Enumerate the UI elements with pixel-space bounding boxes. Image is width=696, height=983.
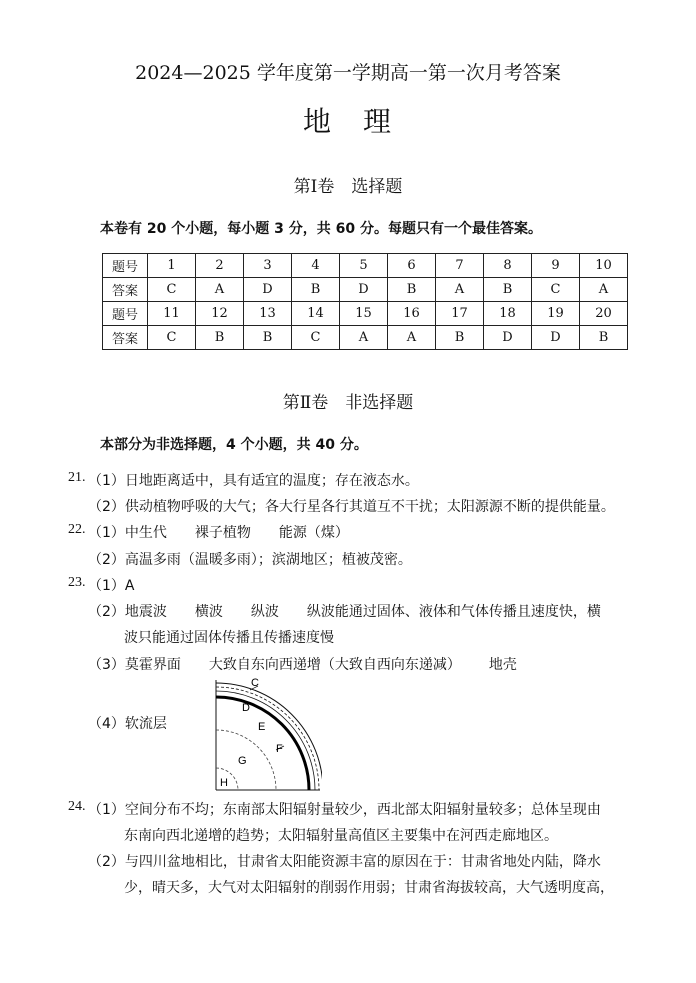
row-label-question: 题号 [103,254,148,278]
answer-24-1-line2: 东南向西北递增的趋势；太阳辐射量高值区主要集中在河西走廊地区。 [124,828,558,844]
answer-table [102,253,628,350]
question-number: 5 [340,254,388,278]
answer-cell: B [580,326,628,350]
answer-23-2 [88,601,601,621]
answer-23-3 [88,654,517,674]
answer-23-2-d: 纵波能通过固体、液体和气体传播且速度快，横 [306,604,601,620]
answer-24-2-line2: 少，晴天多，大气对太阳辐射的削弱作用弱；甘肃省海拔较高，大气透明度高， [124,880,614,896]
question-number: 7 [436,254,484,278]
answer-cell: C [292,326,340,350]
diagram-label-f: F [276,743,283,755]
answer-21-2: （2）供动植物呼吸的大气；各大行星各行其道互不干扰；太阳源源不断的提供能量。 [88,499,615,515]
question-number: 4 [292,254,340,278]
answer-23-1: （1）A [88,578,135,594]
answer-cell: C [532,278,580,302]
answer-cell: A [388,326,436,350]
part2-heading: 第Ⅱ卷 非选择题 [282,393,414,413]
question-number-23: 23. [68,575,86,590]
diagram-label-c: C [251,678,259,689]
part1-note: 本卷有 20 个小题，每小题 3 分，共 60 分。每题只有一个最佳答案。 [100,221,542,237]
answer-cell: B [388,278,436,302]
question-number: 1 [148,254,196,278]
answer-23-3-b: 大致自东向西递增（大致自西向东递减） [208,657,461,673]
answer-cell: D [484,326,532,350]
part2-note: 本部分为非选择题，4 个小题，共 40 分。 [100,437,368,453]
answer-23-3-a: （3）莫霍界面 [88,657,181,673]
answer-21-1: （1）日地距离适中，具有适宜的温度；存在液态水。 [88,473,419,489]
answer-23-2-b: 横波 [194,604,223,620]
question-number-24: 24. [68,799,86,814]
question-number: 16 [388,302,436,326]
diagram-label-h: H [220,777,228,789]
row-label-answer: 答案 [103,326,148,350]
answer-22-1-c: 能源（煤） [278,525,349,541]
question-number: 19 [532,302,580,326]
answer-23-4: （4）软流层 [88,716,167,732]
question-number: 14 [292,302,340,326]
diagram-label-g: G [238,755,247,767]
question-number: 15 [340,302,388,326]
answer-cell: A [580,278,628,302]
question-number: 13 [244,302,292,326]
row-label-answer: 答案 [103,278,148,302]
answer-cell: D [244,278,292,302]
answer-cell: C [148,278,196,302]
answer-cell: B [484,278,532,302]
diagram-thick-boundary [216,697,309,790]
answer-cell: B [292,278,340,302]
question-number: 3 [244,254,292,278]
question-number: 20 [580,302,628,326]
question-number-21: 21. [68,470,86,485]
answer-cell: A [196,278,244,302]
subject-title: 地 理 [302,105,393,138]
earth-interior-diagram [212,678,322,792]
question-number-22: 22. [68,522,86,537]
answer-24-2-line1: （2）与四川盆地相比，甘肃省太阳能资源丰富的原因在于：甘肃省地处内陆，降水 [88,854,601,870]
answer-22-1 [88,522,349,542]
answer-22-2: （2）高温多雨（温暖多雨）；滨湖地区；植被茂密。 [88,552,412,568]
answer-23-2-c: 纵波 [250,604,279,620]
table-row [103,302,628,326]
answer-cell: C [148,326,196,350]
question-number: 8 [484,254,532,278]
answer-23-2-continued: 波只能通过固体传播且传播速度慢 [124,630,334,646]
answer-24-1-line1: （1）空间分布不均；东南部太阳辐射量较少，西北部太阳辐射量较多；总体呈现由 [88,802,601,818]
answer-22-1-b: 裸子植物 [194,525,251,541]
question-number: 11 [148,302,196,326]
diagram-label-d: D [242,702,250,714]
table-row [103,326,628,350]
question-number: 17 [436,302,484,326]
question-number: 2 [196,254,244,278]
diagram-crust-boundary [216,691,315,790]
document-title: 2024—2025 学年度第一学期高一第一次月考答案 [135,62,561,84]
question-number: 9 [532,254,580,278]
question-number: 12 [196,302,244,326]
table-row [103,254,628,278]
answer-cell: B [196,326,244,350]
answer-cell: B [436,326,484,350]
answer-cell: D [340,278,388,302]
answer-cell: B [244,326,292,350]
question-number: 10 [580,254,628,278]
table-row [103,278,628,302]
answer-23-3-c: 地壳 [488,657,517,673]
answer-22-1-a: （1）中生代 [88,525,167,541]
row-label-question: 题号 [103,302,148,326]
answer-cell: A [436,278,484,302]
question-number: 18 [484,302,532,326]
part1-heading: 第Ⅰ卷 选择题 [293,177,403,197]
diagram-label-e: E [258,721,266,733]
answer-23-2-a: （2）地震波 [88,604,167,620]
answer-cell: D [532,326,580,350]
answer-cell: A [340,326,388,350]
question-number: 6 [388,254,436,278]
